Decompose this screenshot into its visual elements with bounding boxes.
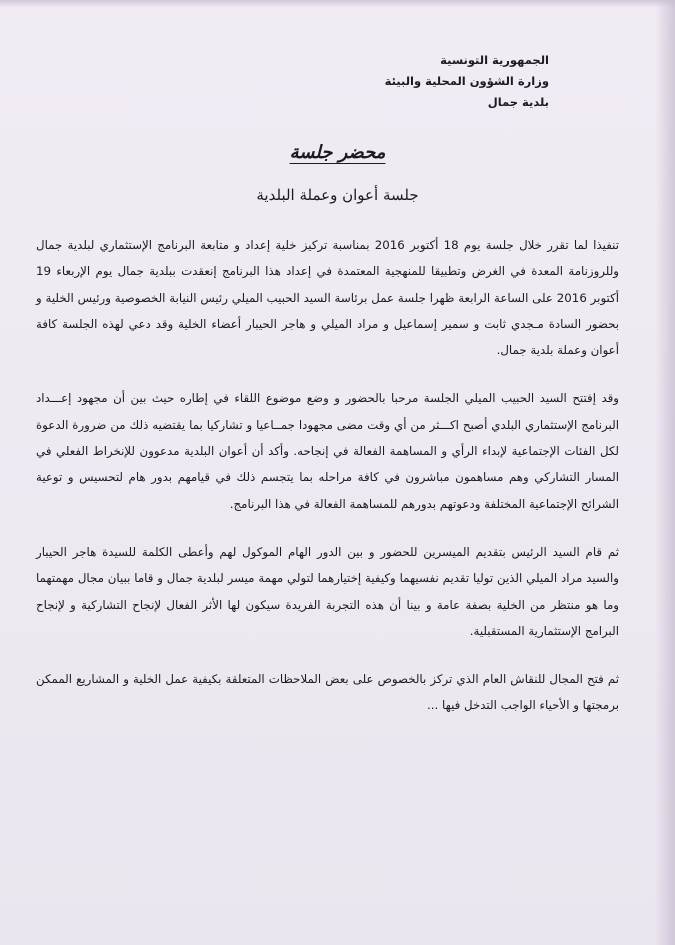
paragraph-4: ثم فتح المجال للنقاش العام الذي تركز بالخصوص على بعض الملاحظات المتعلقة بكيفية عمل الخلية و المشاريع الممكن برمجتها و الأحياء الواجب التدخل فيها ...: [36, 672, 619, 713]
letterhead-municipality: بلدية جمال: [487, 95, 549, 109]
paragraph-1: تنفيذا لما تقرر خلال جلسة يوم 18 أكتوبر 2016 بمناسبة تركيز خلية إعداد و متابعة البرنامج الإستثماري لبلدية جمال وللروزنامة المعدة في الغرض وتطبيقا للمنهجية المعتمدة في إعداد هذا البرنامج إنعقدت ببلدية جمال يوم الإربعاء 19 أكتوبر 2016 على الساعة الرابعة ظهرا جلسة عمل برئاسة السيد الحبيب الميلي رئيس النيابة الخصوصية ورئيس الخلية و بحضور السادة مـجدي ثابت و سمير إسماعيل و مراد الميلي و هاجر الحيبار أعضاء الخلية وقد دعي لهذه الجلسة كافة أعوان وعملة بلدية جمال.: [36, 238, 620, 358]
letterhead-republic: الجمهورية التونسية: [440, 53, 549, 67]
document-body: [36, 232, 619, 741]
document-subtitle: جلسة أعوان وعملة البلدية: [256, 186, 419, 204]
paragraph-3: ثم قام السيد الرئيس بتقديم الميسرين للحضور و بين الدور الهام الموكول لهم وأعطى الكلمة للسيدة هاجر الحيبار والسيد مراد الميلي الذين توليا تقديم نفسيهما وكيفية إختيارهما لتولي مهمة ميسر لبلدية جمال و قاما ببيان مجال مهمتهما وما هو منتظر من الخلية بصفة عامة و بينا أن هذه التجربة الفريدة سيكون لها الأثر الفعال لإنجاح التشاركية و لإنجاح البرامج الإستثمارية المستقبلية.: [36, 544, 619, 638]
letterhead-ministry: وزارة الشؤون المحلية والبيئة: [384, 74, 549, 88]
document-title-wrap: [0, 142, 675, 163]
scan-top-shadow: [0, 0, 675, 8]
paragraph-2: وقد إفتتح السيد الحبيب الميلي الجلسة مرحبا بالحضور و وضع موضوع اللقاء في إطاره حيث بين أن مجهود إعـــداد البرنامج الإستثماري البلدي أصبح اكـــثر من أي وقت مضى مجهودا جمــاعيا و تشاركيا بما يقتضيه ذلك من ضرورة الدعوة لكل الفئات الإجتماعية لإبداء الرأي و المساهمة الفعالة في إنجاحه. وأكد أن أعوان البلدية مدعوون للإنخراط الفعلي في المسار التشاركي وهم مساهمون مباشرون في كافة مراحله بما يتجسم ذلك في قيامهم بدور هام لتحسيس و توعية الشرائح الإجتماعية المختلفة ودعوتهم بدورهم للمساهمة الفعالة في هذا البرنامج.: [36, 391, 619, 511]
letterhead: [385, 50, 549, 113]
document-title: محضر جلسة: [289, 142, 386, 163]
